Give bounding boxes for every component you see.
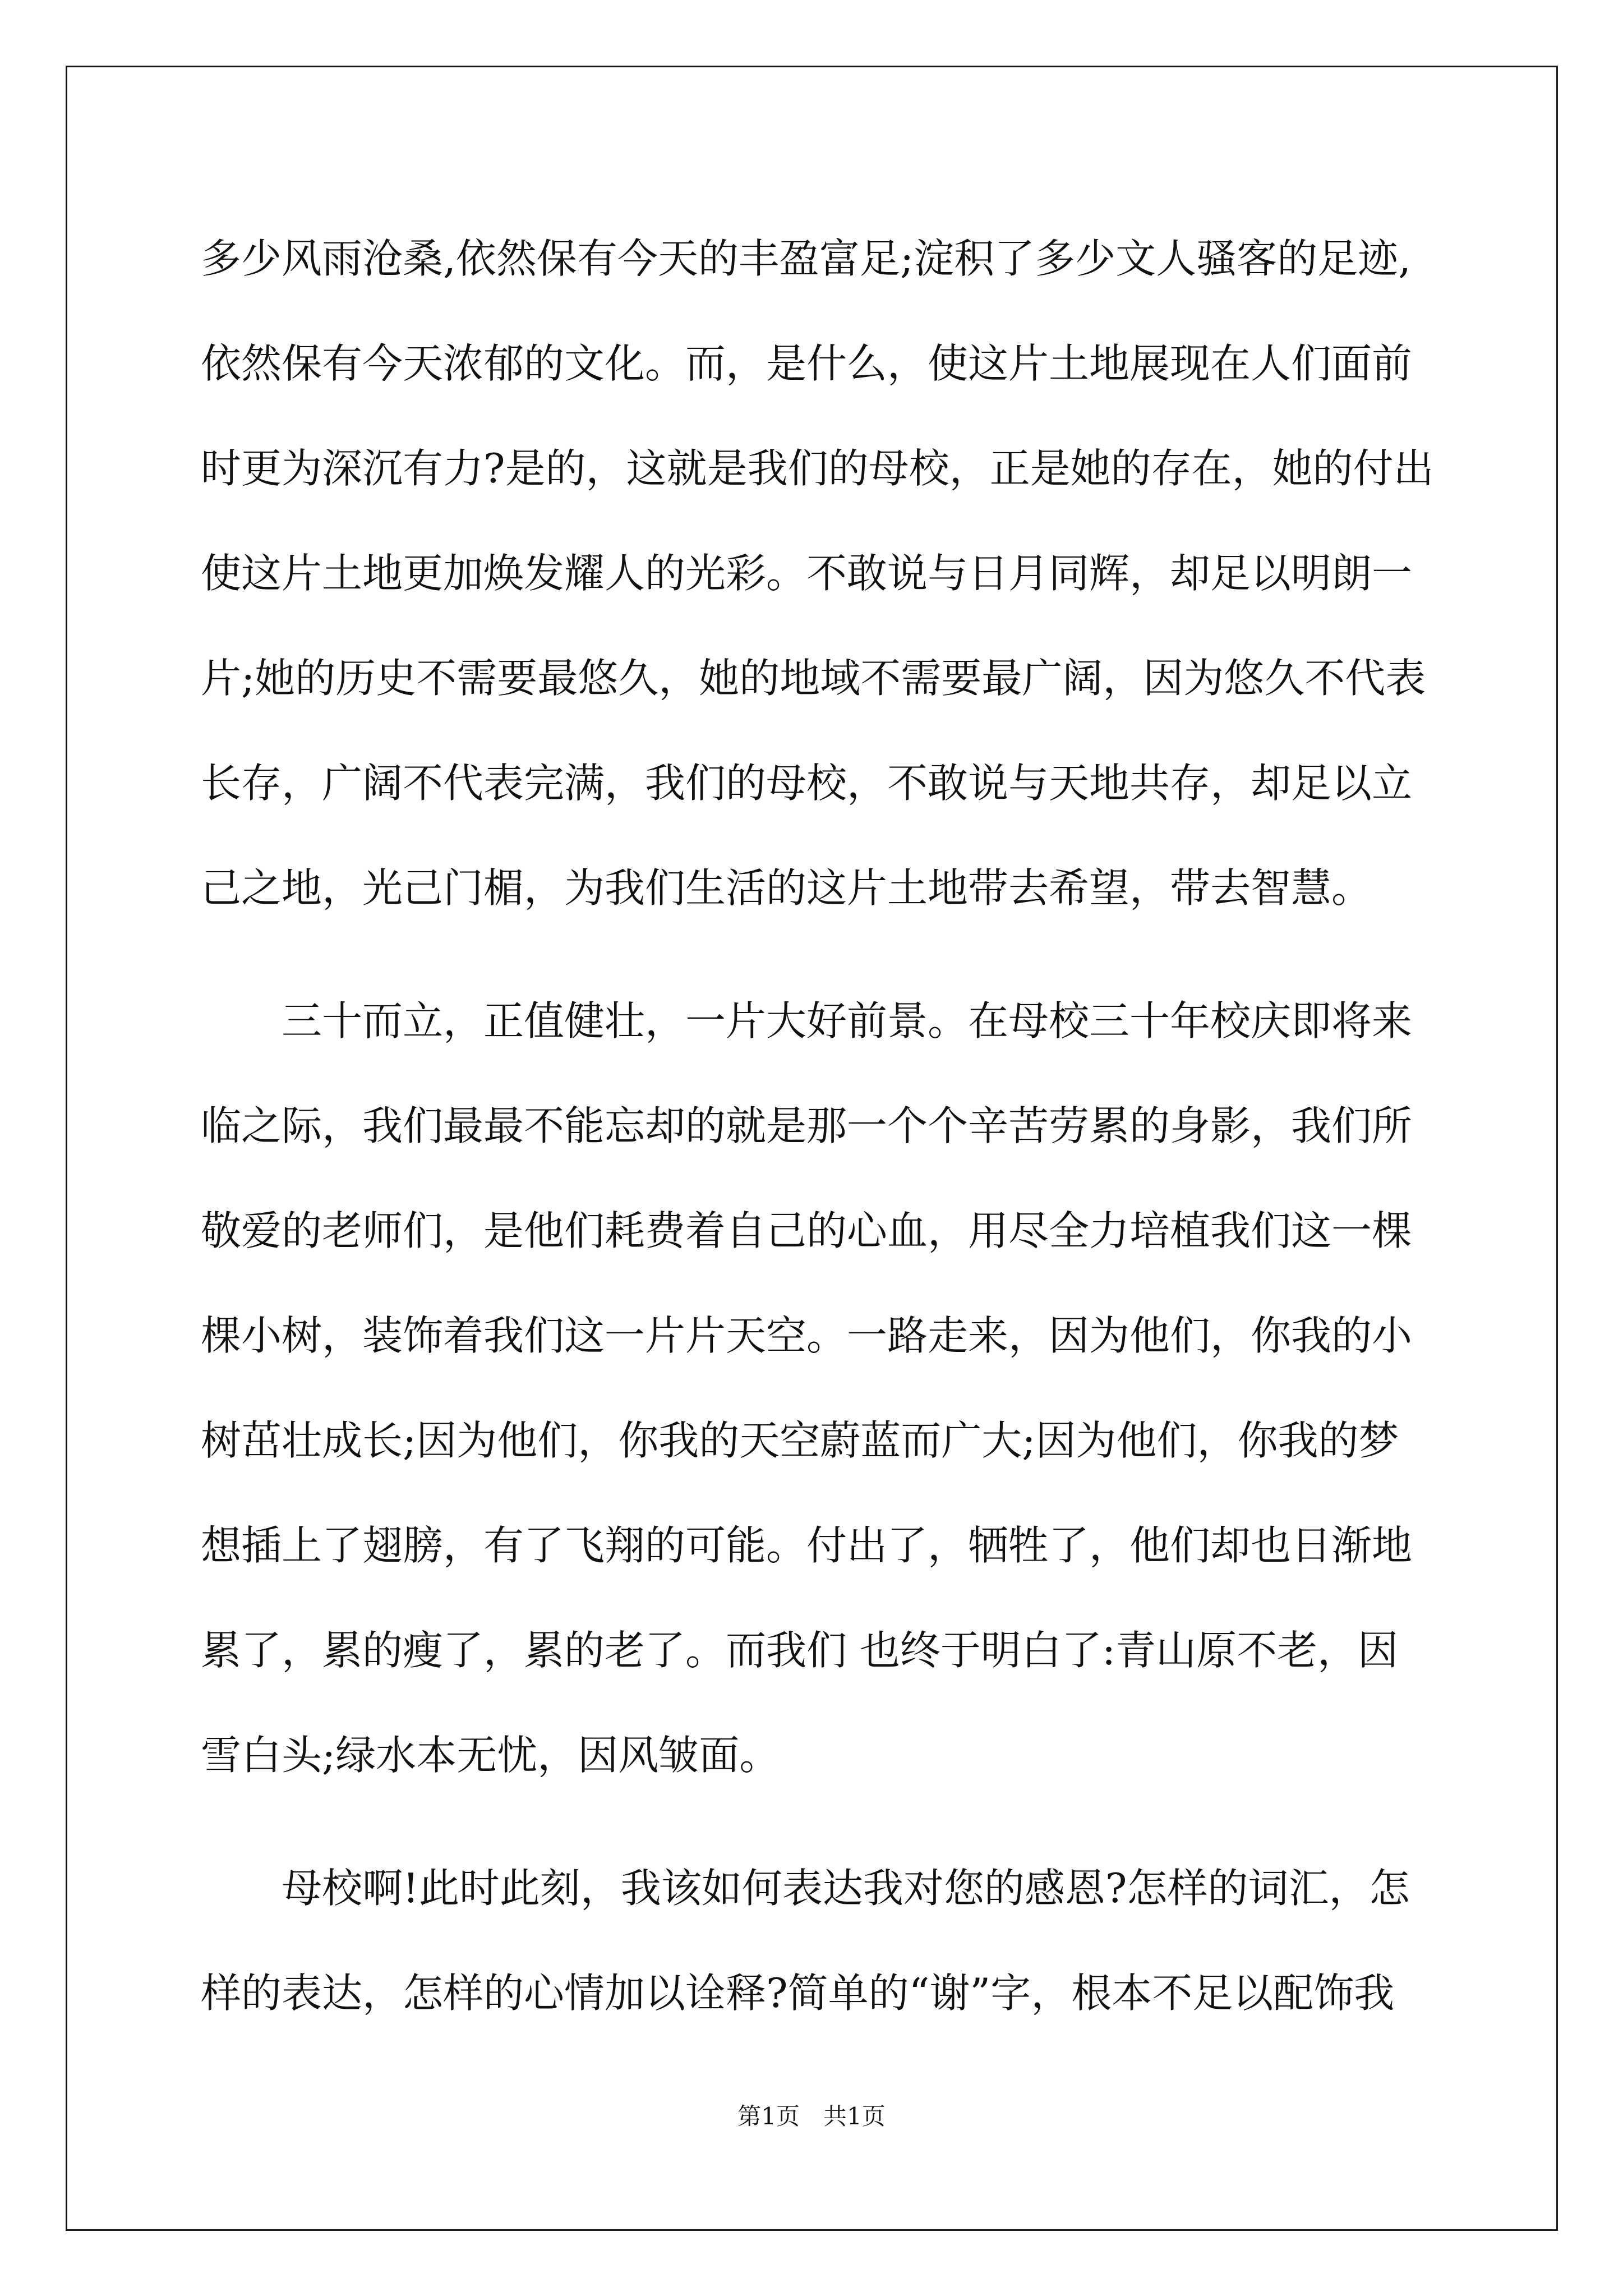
text-line: 累了，累的瘦了，累的老了。而我们 也终于明白了:青山原不老，因	[201, 1627, 1399, 1674]
text-line: 敬爱的老师们，是他们耗费着自己的心血，用尽全力培植我们这一棵	[201, 1207, 1413, 1254]
paragraph-gap	[201, 1808, 1432, 1836]
text-line: 使这片土地更加焕发耀人的光彩。不敢说与日月同辉，却足以明朗一	[201, 550, 1413, 597]
text-line: 多少风雨沧桑,依然保有今天的丰盈富足;淀积了多少文人骚客的足迹,	[201, 235, 1412, 282]
document-body	[201, 206, 1432, 2046]
page-number-current: 第1页	[737, 2102, 800, 2130]
text-line: 母校啊!此时此刻，我该如何表达我对您的感恩?怎样的词汇，怎	[201, 1865, 1410, 1912]
text-line: 长存，广阔不代表完满，我们的母校，不敢说与天地共存，却足以立	[201, 760, 1413, 807]
text-line: 三十而立，正值健壮，一片大好前景。在母校三十年校庆即将来	[201, 997, 1413, 1045]
text-line: 树茁壮成长;因为他们，你我的天空蔚蓝而广大;因为他们，你我的梦	[201, 1417, 1399, 1464]
text-line: 时更为深沉有力?是的，这就是我们的母校，正是她的存在，她的付出	[201, 445, 1434, 492]
text-line: 片;她的历史不需要最悠久，她的地域不需要最广阔，因为悠久不代表	[201, 655, 1426, 702]
text-line: 依然保有今天浓郁的文化。而，是什么，使这片土地展现在人们面前	[201, 340, 1413, 387]
text-line: 雪白头;绿水本无忧，因风皱面。	[201, 1732, 780, 1779]
paragraph-gap	[201, 941, 1432, 969]
page-number-total: 共1页	[823, 2102, 886, 2130]
text-line: 棵小树，装饰着我们这一片片天空。一路走来，因为他们，你我的小	[201, 1312, 1413, 1359]
text-line: 想插上了翅膀，有了飞翔的可能。付出了，牺牲了，他们却也日渐地	[201, 1522, 1413, 1569]
text-line: 样的表达，怎样的心情加以诠释?简单的“谢”字，根本不足以配饰我	[201, 1970, 1395, 2017]
text-line: 临之际，我们最最不能忘却的就是那一个个辛苦劳累的身影，我们所	[201, 1102, 1413, 1149]
page-footer	[0, 2098, 1623, 2132]
text-line: 己之地，光己门楣，为我们生活的这片土地带去希望，带去智慧。	[201, 864, 1372, 912]
